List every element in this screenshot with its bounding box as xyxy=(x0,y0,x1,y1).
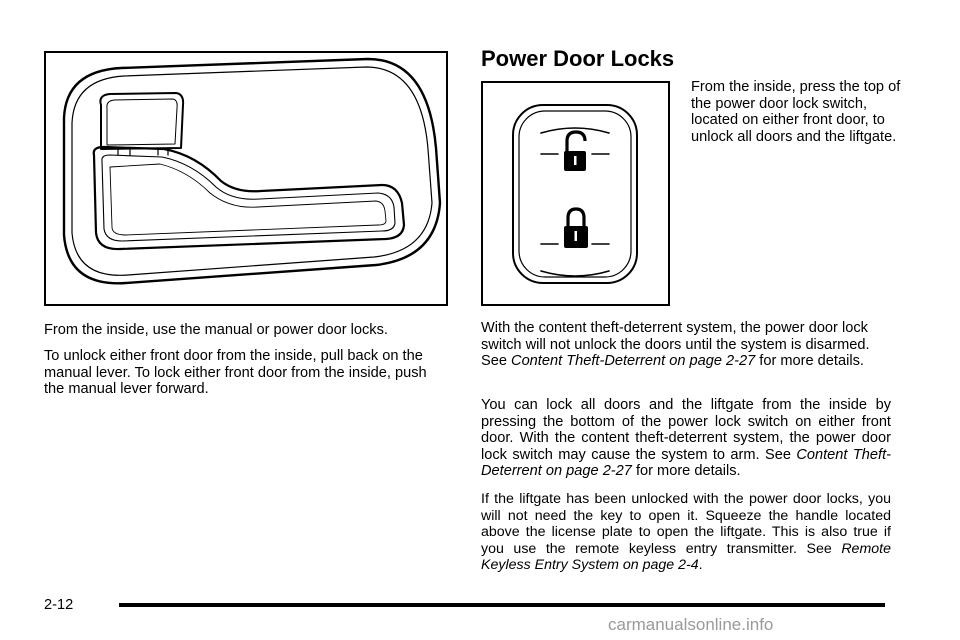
power-lock-switch-figure xyxy=(481,81,670,306)
text: . xyxy=(698,557,703,574)
right-paragraph-3 xyxy=(481,491,891,574)
left-paragraph-1: From the inside, use the manual or power door locks. xyxy=(44,322,388,338)
text: If the liftgate has been unlocked with the power door locks, you will not need the key to open it. Squeeze the handle located above the license plate to open the liftgate. This is also true if you use the remote keyless entry transmitter. See xyxy=(481,491,891,557)
page-number: 2-12 xyxy=(44,597,74,613)
cross-reference-link[interactable]: Content Theft-Deterrent on page 2-27 xyxy=(511,353,756,370)
lock-padlock-icon xyxy=(564,209,588,248)
door-handle-illustration-icon xyxy=(46,53,446,304)
text: for more details. xyxy=(755,353,864,370)
left-paragraph-2: To unlock either front door from the inside, pull back on the manual lever. To lock either front door from the inside, push the manual lever forward. xyxy=(44,348,427,398)
watermark-text: carmanualsonline.info xyxy=(608,615,774,634)
door-handle-figure xyxy=(44,51,448,306)
text: for more details. xyxy=(631,463,741,480)
text: You can lock all doors and the liftgate from the inside by pressing the bottom of the power lock switch on either front door. With the content theft-deterrent system, the power door lock switch may cause the system to arm. See xyxy=(481,397,891,463)
intro-paragraph: From the inside, press the top of the power door lock switch, located on either front door, to unlock all doors and the liftgate. xyxy=(691,79,901,145)
power-lock-switch-illustration-icon xyxy=(483,83,668,304)
right-paragraph-1 xyxy=(481,320,891,370)
footer-rule xyxy=(119,603,885,607)
right-paragraph-2 xyxy=(481,397,891,480)
section-heading: Power Door Locks xyxy=(481,46,675,71)
text: With the content theft-deterrent system, the power door lock switch will not unlock the doors until the system is disarmed. See xyxy=(481,320,870,370)
cross-reference-link[interactable]: Content Theft-Deterrent on page 2-27 xyxy=(481,446,891,480)
cross-reference-link[interactable]: Remote Keyless Entry System on page 2-4 xyxy=(481,540,891,574)
unlock-padlock-icon xyxy=(564,132,586,171)
